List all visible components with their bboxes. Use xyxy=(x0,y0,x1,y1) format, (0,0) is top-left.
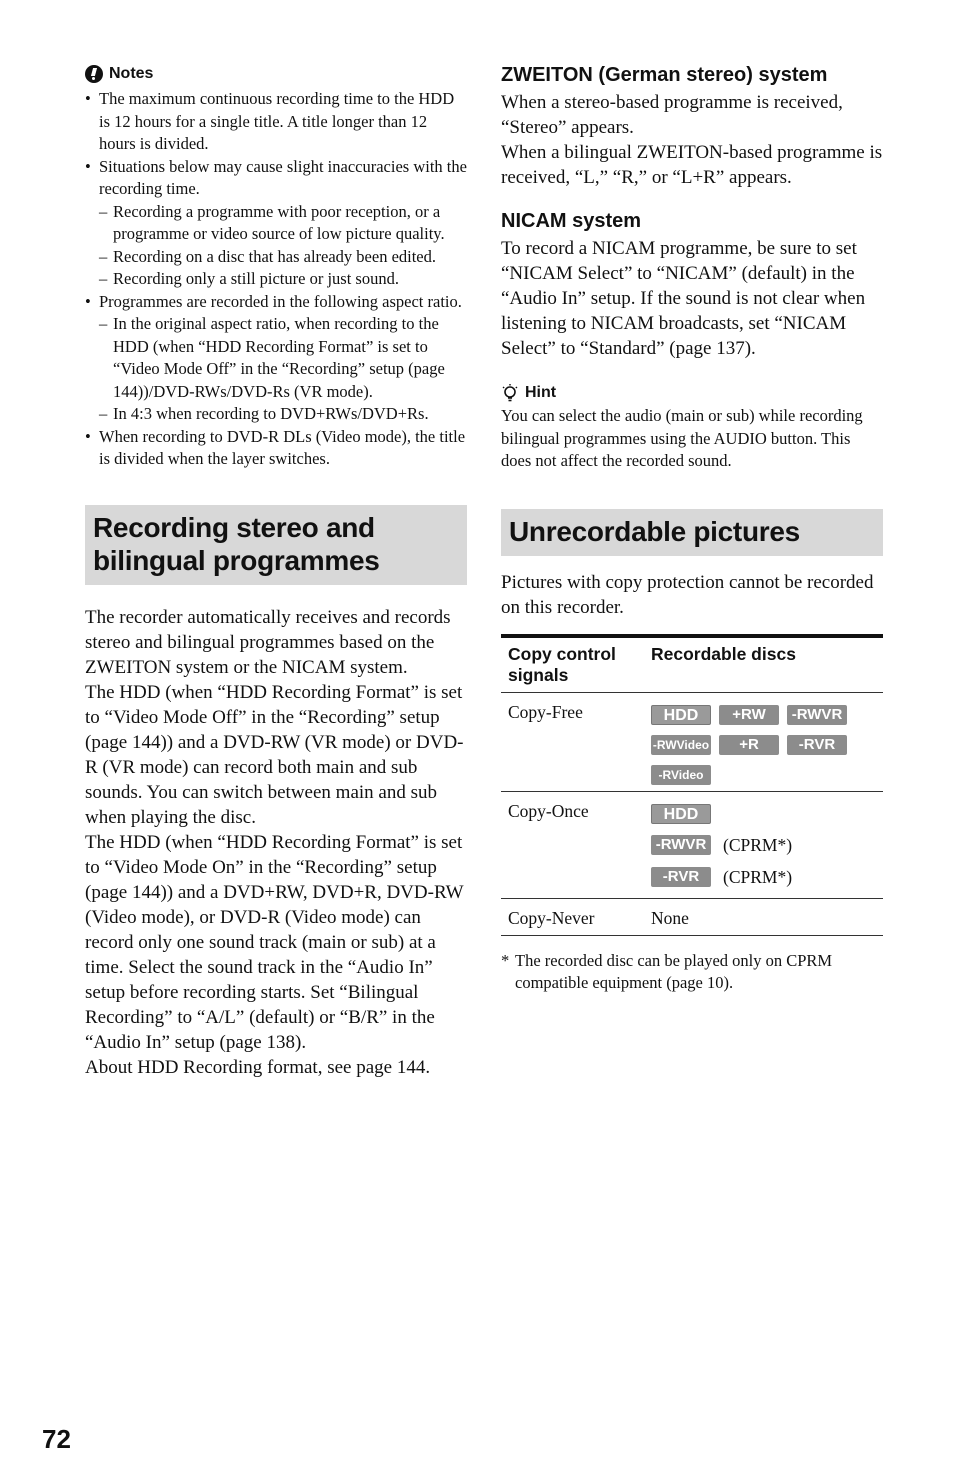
discs-cell: None xyxy=(651,907,689,928)
note-sublist xyxy=(99,201,467,291)
note-subitem: – Recording only a still picture or just sound. xyxy=(99,268,467,291)
right-column xyxy=(501,62,883,994)
disc-badge: -RWVR xyxy=(787,705,847,725)
table-header-signals: Copy control signals xyxy=(508,643,616,685)
note-subitem: – In 4:3 when recording to DVD+RWs/DVD+Rs. xyxy=(99,403,467,426)
disc-badge: -RVR xyxy=(651,867,711,887)
disc-badge: -RVR xyxy=(787,735,847,755)
disc-badge: +RW xyxy=(719,705,779,725)
note-item: • Programmes are recorded in the following aspect ratio. – In the original aspect ratio, when recording to the HDD (when “HDD Recording Format” is set to “Video Mode Off” in the “Recording” setup (page 144))/DVD-RWs/DVD-Rs (VR mode). – In 4:3 when recording to DVD+RWs/DVD+Rs. xyxy=(85,291,467,426)
disc-row xyxy=(651,866,877,888)
nicam-heading: NICAM system xyxy=(501,210,642,232)
note-item: • When recording to DVD-R DLs (Video mode), the title is divided when the layer switches. xyxy=(85,426,467,471)
hint-heading-label: Hint xyxy=(525,384,557,401)
stereo-section-title: Recording stereo and bilingual programmes xyxy=(85,505,467,585)
disc-row xyxy=(651,804,877,824)
zweiton-heading: ZWEITON (German stereo) system xyxy=(501,64,828,86)
notes-list xyxy=(85,88,467,471)
signal-cell: Copy-Free xyxy=(508,701,583,722)
unrecordable-section-title: Unrecordable pictures xyxy=(501,509,883,556)
note-item: • Situations below may cause slight inaccuracies with the recording time. – Recording a programme with poor reception, or a programme or video source of low picture quality. – Recording on a disc that has already been edited. – Recording only a still picture or just sound. xyxy=(85,156,467,291)
notes-heading-label: Notes xyxy=(109,65,154,82)
hint-text: You can select the audio (main or sub) while recording bilingual programmes using the AUDIO button. This does not affect the recorded sound. xyxy=(501,406,863,470)
footnote xyxy=(501,950,883,994)
disc-badge: -RWVR xyxy=(651,835,711,855)
stereo-paragraph: The HDD (when “HDD Recording Format” is set to “Video Mode On” in the “Recording” setup (page 144)) and a DVD+RW, DVD+R, DVD-RW (Video mode), or DVD-R (Video mode) can record only one sound track (main or sub) at a time. Select the sound track in the “Audio In” setup before recording starts. Set “Bilingual Recording” to “A/L” (default) or “B/R” in the “Audio In” setup (page 138). xyxy=(85,831,464,1053)
nicam-paragraph: To record a NICAM programme, be sure to set “NICAM Select” to “NICAM” (default) in the “Audio In” setup. If the sound is not clear when listening to NICAM broadcasts, set “NICAM Select” to “Standard” (page 137). xyxy=(501,238,866,359)
disc-badge: -RVideo xyxy=(651,765,711,785)
zweiton-paragraph: When a stereo-based programme is received, “Stereo” appears. xyxy=(501,92,843,138)
cprm-note: (CPRM*) xyxy=(723,866,793,887)
note-subitem: – Recording on a disc that has already been edited. xyxy=(99,246,467,269)
note-icon xyxy=(85,65,103,83)
notes-heading xyxy=(85,62,467,86)
copy-control-table xyxy=(501,634,883,936)
note-subitem: – Recording a programme with poor reception, or a programme or video source of low picture quality. xyxy=(99,201,467,246)
disc-badges xyxy=(651,701,856,785)
left-column xyxy=(85,62,467,1080)
lightbulb-icon xyxy=(501,383,519,403)
disc-badge: +R xyxy=(719,735,779,755)
hint-heading xyxy=(501,381,883,405)
page-number: 72 xyxy=(42,1424,71,1454)
table-header-row xyxy=(501,636,883,693)
footnote-star: * xyxy=(501,950,510,970)
note-subitem: – In the original aspect ratio, when recording to the HDD (when “HDD Recording Format” is set to “Video Mode Off” in the “Recording” setup (page 144))/DVD-RWs/DVD-Rs (VR mode). xyxy=(99,313,467,403)
zweiton-paragraph: When a bilingual ZWEITON-based programme is received, “L,” “R,” or “L+R” appears. xyxy=(501,142,883,188)
discs-cell xyxy=(644,692,883,791)
disc-badge: HDD xyxy=(651,705,711,725)
table-row xyxy=(501,692,883,791)
disc-badge: HDD xyxy=(651,804,711,824)
footnote-text: The recorded disc can be played only on CPRM compatible equipment (page 10). xyxy=(515,950,833,992)
table-row xyxy=(501,898,883,935)
discs-cell xyxy=(644,791,883,898)
note-item: • The maximum continuous recording time to the HDD is 12 hours for a single title. A title longer than 12 hours is divided. xyxy=(85,88,467,156)
table-header-discs: Recordable discs xyxy=(651,643,796,664)
signal-cell: Copy-Never xyxy=(508,907,595,928)
disc-row xyxy=(651,834,877,856)
stereo-paragraph: About HDD Recording format, see page 144. xyxy=(85,1056,431,1078)
stereo-paragraph: The HDD (when “HDD Recording Format” is set to “Video Mode Off” in the “Recording” setup (page 144)) and a DVD-RW (VR mode) or DVD-R (VR mode) can record both main and sub sounds. You can switch between main and sub when playing the disc. xyxy=(85,681,464,828)
stereo-paragraph: The recorder automatically receives and records stereo and bilingual programmes based on the ZWEITON system or the NICAM system. xyxy=(85,606,451,678)
table-row xyxy=(501,791,883,898)
note-sublist xyxy=(99,313,467,426)
cprm-note: (CPRM*) xyxy=(723,834,793,855)
unrecordable-intro: Pictures with copy protection cannot be recorded on this recorder. xyxy=(501,571,874,618)
signal-cell: Copy-Once xyxy=(508,800,589,821)
disc-badge: -RWVideo xyxy=(651,735,711,755)
